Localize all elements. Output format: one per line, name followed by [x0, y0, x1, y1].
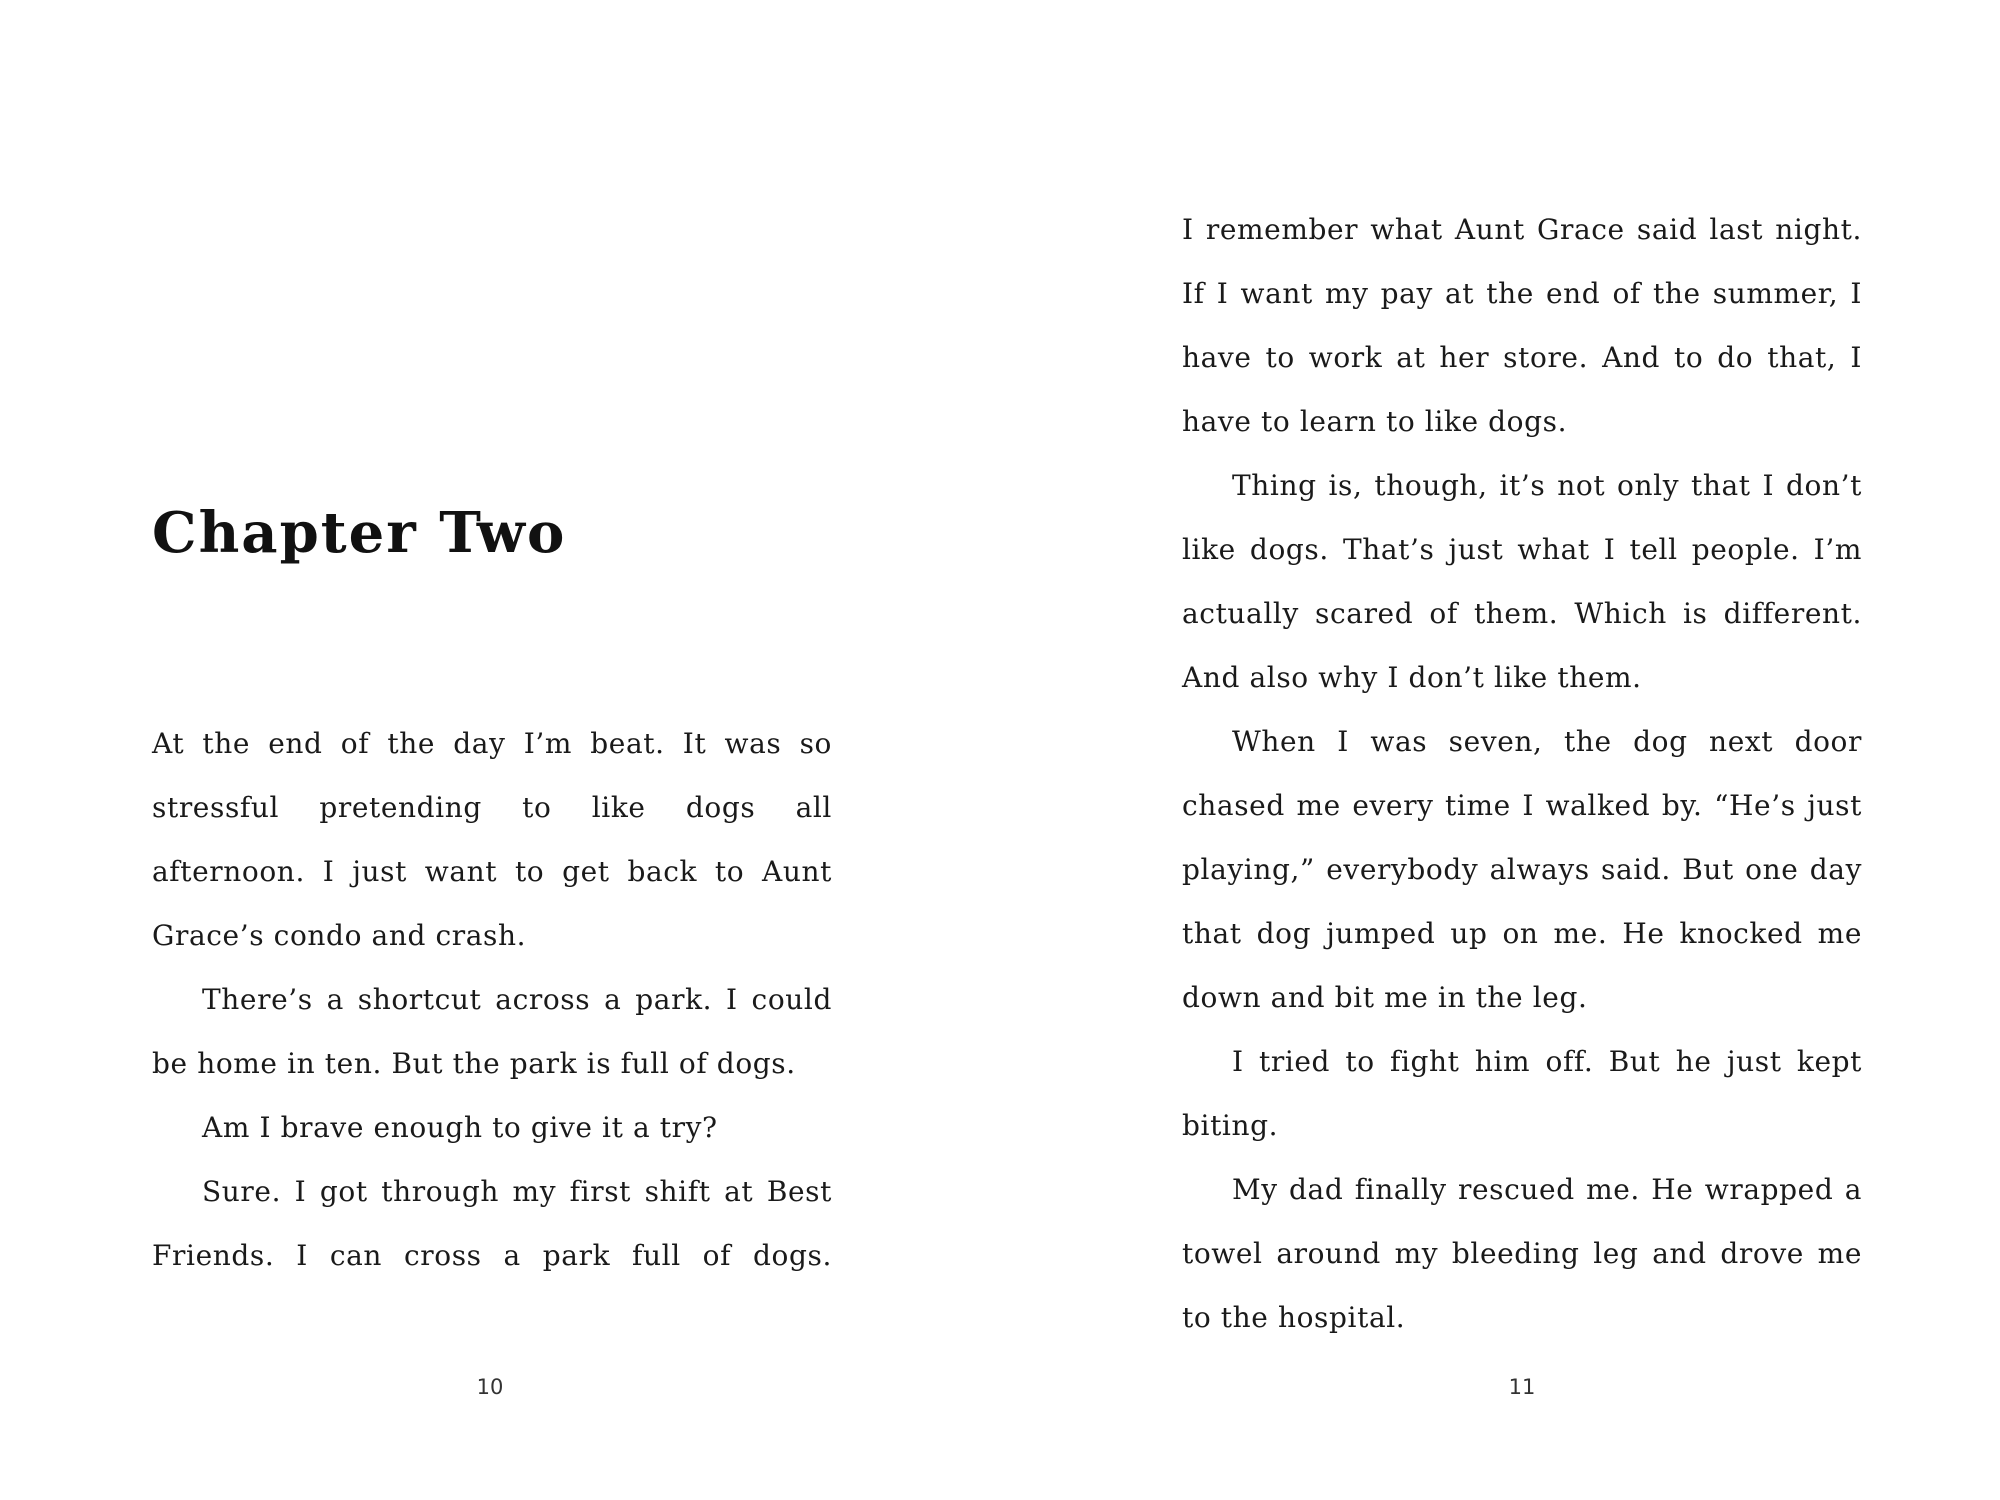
paragraph: At the end of the day I’m beat. It was so stressful pretending to like dogs all afternoon. I just want to get back to Aunt Grace’s condo and crash. [152, 727, 832, 952]
paragraph: My dad finally rescued me. He wrapped a towel around my bleeding leg and drove me to the hospital. [1182, 1173, 1862, 1334]
paragraph: When I was seven, the dog next door chased me every time I walked by. “He’s just playing,” everybody always said. But one day that dog jumped up on me. He knocked me down and bit me in the leg. [1182, 725, 1862, 1014]
right-page [1000, 0, 2000, 1500]
page-number: 11 [1508, 1375, 1536, 1399]
paragraph: Thing is, though, it’s not only that I don’t like dogs. That’s just what I tell people. I’m actually scared of them. Which is different. And also why I don’t like them. [1182, 469, 1862, 694]
right-page-text [1182, 198, 1862, 1350]
page-number: 10 [476, 1375, 504, 1399]
paragraph: I tried to fight him off. But he just kept biting. [1182, 1045, 1862, 1142]
paragraph: Sure. I got through my first shift at Best Friends. I can cross a park full of dogs. [152, 1175, 832, 1272]
paragraph: I remember what Aunt Grace said last night. If I want my pay at the end of the summer, I have to work at her store. And to do that, I have to learn to like dogs. [1182, 213, 1862, 438]
left-page-text [152, 712, 832, 1288]
chapter-title: Chapter Two [152, 500, 567, 566]
paragraph: Am I brave enough to give it a try? [202, 1111, 718, 1144]
paragraph: There’s a shortcut across a park. I could be home in ten. But the park is full of dogs. [152, 983, 832, 1080]
